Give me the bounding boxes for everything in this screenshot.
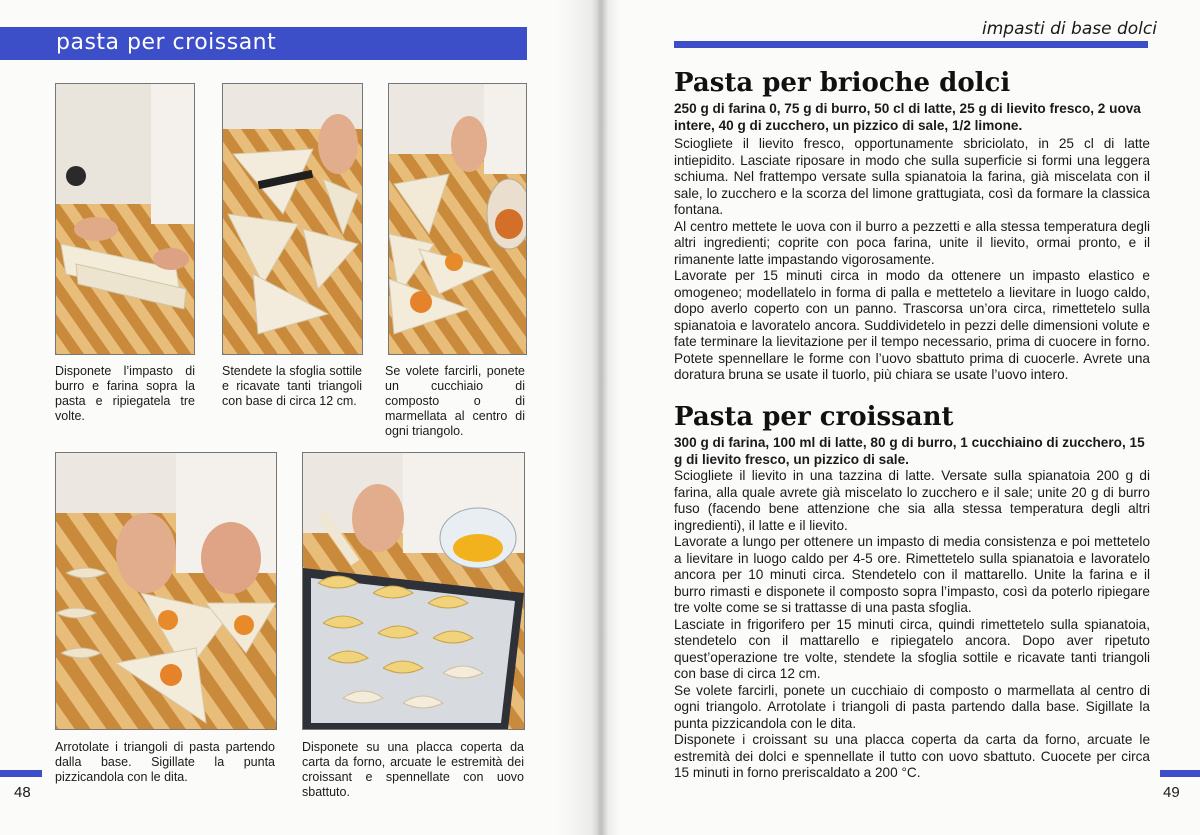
section-label: impasti di base dolci bbox=[982, 19, 1157, 39]
step-photo-3 bbox=[388, 83, 527, 355]
paragraph: Al centro mettete le uova con il burro a pezzetti e alla stessa temperatura degli altri ingredienti; coprite con poca farina, unite il lievito, ormai pronto, e il rimanente latte impastando vigorosamente. bbox=[674, 218, 1150, 267]
recipe-title-brioche: Pasta per brioche dolci bbox=[674, 68, 1011, 98]
paragraph: Sciogliete il lievito in una tazzina di latte. Versate sulla spianatoia 200 g di farina, alla quale avrete già miscelato lo zucchero e il sale; unite 20 g di burro fuso (facendo bene attenzione che sia alla stessa temperatura degli altri ingredienti), il latte e il lievito. bbox=[674, 468, 1150, 533]
page-number-right: 49 bbox=[1163, 784, 1180, 801]
step-photo-4 bbox=[55, 452, 277, 730]
paragraph: Lasciate in frigorifero per 15 minuti circa, quindi rimettetelo sulla spianatoia, stendetelo con il mattarello e ripiegatelo ancora. Dopo aver ripetuto quest’operazione tre volte, stendete la sfoglia sottile e ricavate tanti triangoli con base di circa 12 cm. bbox=[674, 616, 1150, 681]
page-tab-marker-right bbox=[1160, 770, 1200, 777]
left-page bbox=[0, 0, 598, 835]
paragraph: Lavorate per 15 minuti circa in modo da ottenere un impasto elastico e omogeneo; modellatelo in forma di palla e mettetelo a lievitare in luogo caldo, dopo averlo coperto con un panno. Trascorsa un’ora circa, rimettetelo sulla spianatoia e lavoratelo ancora. Suddividetelo in pezzi delle dimensioni volute e fate terminare la lievitazione per il tempo necessario, prima di cuocere in forno. Potete spennellare le forme con l’uovo sbattuto prima di cuocerle. Avrete una doratura bruna se usate il tuorlo, più chiara se usate l’uovo intero. bbox=[674, 268, 1150, 382]
paragraph: Se volete farcirli, ponete un cucchiaio di composto o marmellata al centro di ogni triangolo. Arrotolate i triangoli di pasta partendo dalla base. Sigillate la punta pizzicandola con le dita. bbox=[674, 682, 1150, 731]
section-rule bbox=[674, 41, 1148, 48]
page-number-left: 48 bbox=[14, 784, 31, 801]
step-caption-4: Arrotolate i triangoli di pasta partendo dalla base. Sigillate la punta pizzicandola con le dita. bbox=[55, 740, 275, 784]
step-photo-2 bbox=[222, 83, 363, 355]
page-tab-marker bbox=[0, 770, 42, 777]
section-header-bar bbox=[0, 27, 527, 60]
step-caption-5: Disponete su una placca coperta da carta da forno, arcuate le estremità dei croissant e spennellate con uovo sbattuto. bbox=[302, 740, 524, 799]
paragraph: Lavorate a lungo per ottenere un impasto di media consistenza e poi mettetelo a lievitare in luogo caldo per 4-5 ore. Rimettetelo sulla spianatoia e lavoratelo ancora per 10 minuti circa. Stendetelo con il mattarello. Unite la farina e il burro rimasti e disponete il composto sopra l’impasto, così da poterlo ripiegare tre volte come se si trattasse di una pasta sfoglia. bbox=[674, 534, 1150, 615]
step-caption-2: Stendete la sfoglia sottile e ricavate tanti triangoli con base di circa 12 cm. bbox=[222, 364, 362, 408]
ingredients-croissant: 300 g di farina, 100 ml di latte, 80 g di burro, 1 cucchiaino di zucchero, 15 g di lievito fresco, un pizzico di sale. bbox=[674, 435, 1145, 467]
step-caption-3: Se volete farcirli, ponete un cucchiaio di composto o di marmellata al centro di ogni triangolo. bbox=[385, 364, 525, 438]
recipe-title-croissant: Pasta per croissant bbox=[674, 402, 954, 432]
step-photo-5 bbox=[302, 452, 525, 730]
step-caption-1: Disponete l’impasto di burro e farina sopra la pasta e ripiegatela tre volte. bbox=[55, 364, 195, 423]
recipe-body-brioche bbox=[674, 136, 1150, 384]
paragraph: Disponete i croissant su una placca coperta da carta da forno, arcuate le estremità dei dolci e spennellate il tutto con uovo sbattuto. Cuocete per circa 15 minuti in forno preriscaldato a 200 °C. bbox=[674, 732, 1150, 780]
step-photo-1 bbox=[55, 83, 195, 355]
section-header-title: pasta per croissant bbox=[56, 30, 277, 55]
paragraph: Sciogliete il lievito fresco, opportunamente sbriciolato, in 25 cl di latte intiepidito. Lasciate riposare in modo che sulla superficie si formi una leggera schiuma. Nel frattempo versate sulla spianatoia la farina, già miscelata con il sale, lo zucchero e la scorza del limone grattugiata, così da formare la classica fontana. bbox=[674, 136, 1150, 217]
recipe-body-croissant bbox=[674, 468, 1150, 782]
ingredients-brioche: 250 g di farina 0, 75 g di burro, 50 cl di latte, 25 g di lievito fresco, 2 uova intere, 40 g di zucchero, un pizzico di sale, 1/2 limone. bbox=[674, 101, 1141, 133]
